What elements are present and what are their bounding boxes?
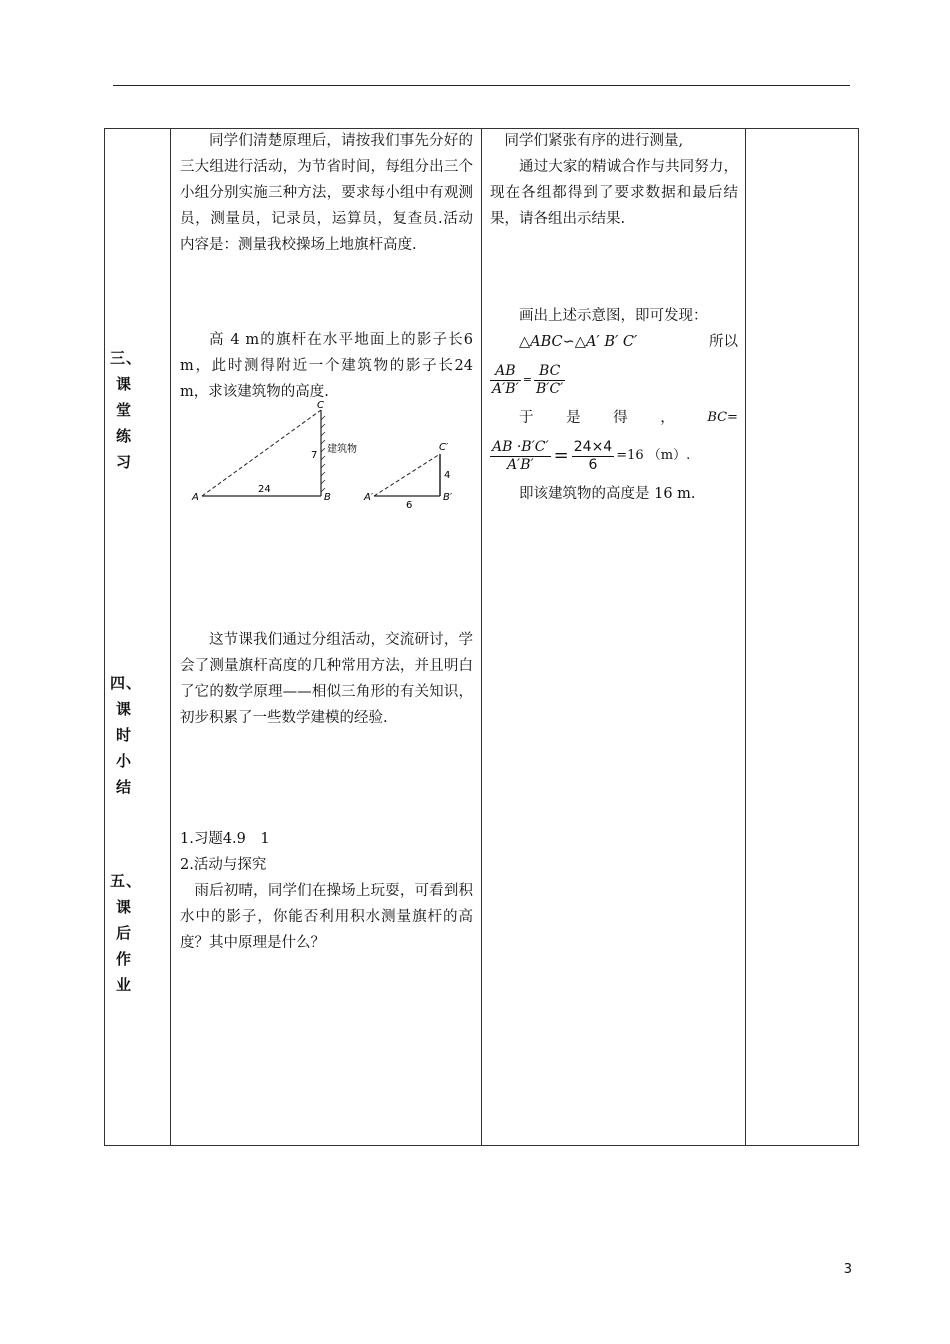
fraction-numeric — [572, 439, 614, 474]
column-divider — [745, 128, 746, 1146]
fraction-bc — [534, 363, 565, 398]
label-char: 五、 — [110, 872, 143, 890]
label-char: 结 — [116, 778, 133, 796]
label-big-base: 24 — [258, 484, 271, 495]
label-char: 课 — [116, 898, 133, 916]
homework-item-2-text: 雨后初晴，同学们在操场上玩耍，可看到积水中的影子，你能否利用积水测量旗杆的高度？其中原理是什么？ — [180, 883, 473, 951]
equals-sign: = — [522, 373, 532, 386]
label-char: 三、 — [110, 349, 143, 367]
label-A: A — [192, 492, 199, 503]
label-char: 堂 — [116, 401, 133, 419]
comma: ， — [660, 410, 675, 426]
summary-text-block — [180, 627, 473, 731]
page-number: 3 — [843, 1262, 852, 1277]
section-label-summary — [110, 670, 143, 800]
label-C-prime: C′ — [439, 442, 449, 453]
label-char: 四、 — [110, 674, 143, 692]
label-B: B — [324, 492, 331, 503]
header-rule — [113, 85, 850, 86]
column-divider — [170, 128, 171, 1146]
fraction-num: 24×4 — [573, 438, 613, 455]
conclusion-text: 即该建筑物的高度是 16 m. — [519, 486, 696, 502]
practice-solution — [490, 303, 738, 507]
student-results-text: 通过大家的精诚合作与共同努力，现在各组都得到了要求数据和最后结果，请各组出示结果. — [490, 159, 738, 227]
fraction-num: AB ·B′C′ — [492, 438, 549, 455]
label-char: 习 — [116, 453, 133, 471]
fraction-den: A′B′ — [492, 380, 519, 397]
building-hatch — [321, 416, 325, 492]
section-label-practice — [110, 345, 143, 475]
fraction-num: AB — [490, 363, 521, 381]
fraction-ab-bc — [490, 439, 551, 474]
similarity-statement: △ABC∽△A′ B′ C′ — [519, 334, 638, 350]
homework-item-2: 2.活动与探究 — [180, 857, 267, 873]
computation-equation — [490, 431, 738, 481]
fraction-den: 6 — [588, 456, 598, 473]
equals-sign: = — [553, 445, 569, 466]
fraction-den: A′B′ — [506, 456, 534, 473]
shadow-triangles-figure — [188, 398, 470, 516]
ratio-equation — [490, 355, 738, 405]
label-A-prime: A′ — [364, 492, 374, 503]
label-C: C — [317, 400, 324, 411]
section-label-homework — [110, 868, 143, 998]
fraction-den: B′C′ — [535, 380, 564, 397]
student-measuring-text: 同学们紧张有序的进行测量, — [504, 133, 684, 149]
label-char: 时 — [116, 726, 133, 744]
homework-item-1: 1.习题4.9 1 — [180, 831, 270, 847]
word-de: 得 — [613, 410, 628, 426]
bc-equals: BC= — [707, 410, 738, 425]
label-char: 课 — [116, 375, 133, 393]
label-char: 业 — [116, 976, 133, 994]
word-yu: 于 — [519, 410, 534, 426]
label-B-prime: B′ — [443, 492, 453, 503]
summary-text: 这节课我们通过分组活动，交流研讨，学会了测量旗杆高度的几种常用方法，并且明白了它的数学原理——相似三角形的有关知识，初步积累了一些数学建模的经验. — [180, 632, 473, 726]
label-char: 后 — [116, 924, 133, 942]
word-shi: 是 — [566, 410, 581, 426]
practice-problem — [180, 327, 473, 405]
label-small-height: 4 — [444, 470, 451, 481]
therefore-row — [490, 405, 738, 431]
practice-student-activity — [490, 128, 738, 232]
practice-teacher-activity — [180, 128, 473, 258]
problem-text: 高 4 m的旗杆在水平地面上的影子长6 m，此时测得附近一个建筑物的影子长24 m，求该建筑物的高度. — [180, 332, 473, 400]
label-small-base: 6 — [406, 500, 413, 511]
label-char: 课 — [116, 700, 133, 718]
label-char: 小 — [116, 752, 133, 770]
activity-instructions: 同学们清楚原理后，请按我们事先分好的三大组进行活动，为节省时间，每组分出三个小组分别实施三种方法，要求每小组中有观测员，测量员，记录员，运算员，复查员.活动内容是：测量我校操场上地旗杆高度. — [180, 133, 473, 253]
homework-block — [180, 826, 473, 956]
column-divider — [481, 128, 482, 1146]
label-char: 练 — [116, 427, 133, 445]
so-text: 所以 — [709, 334, 738, 350]
label-char: 作 — [116, 950, 133, 968]
result-value: =16 （m）. — [616, 448, 691, 463]
similarity-row — [490, 329, 738, 355]
solution-intro: 画出上述示意图，即可发现： — [519, 308, 708, 324]
fraction-num: BC — [534, 363, 565, 381]
fraction-ab — [490, 363, 521, 398]
small-hypotenuse-line — [374, 454, 440, 496]
label-big-height: 7 — [311, 450, 318, 461]
label-building: 建筑物 — [327, 444, 357, 455]
